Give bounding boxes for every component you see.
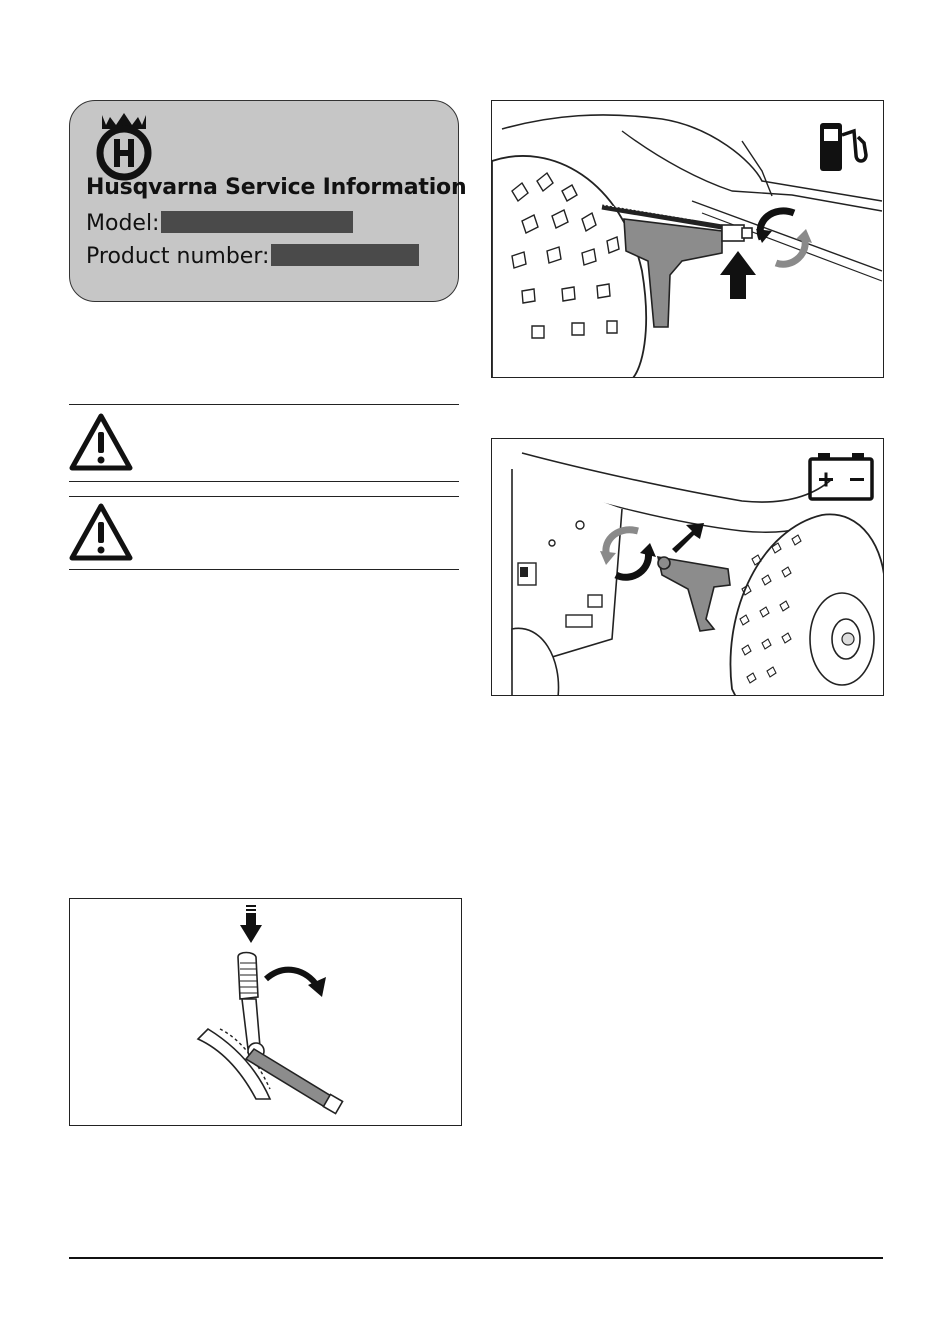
model-redaction [161,211,353,233]
warning-box [69,404,459,482]
service-info-title: Husqvarna Service Information [86,175,467,200]
product-number-redaction [271,244,419,266]
husqvarna-logo-icon [92,111,156,181]
figure-battery-side-adjustment [491,438,884,696]
push-down-arrow-icon [240,905,262,943]
model-label: Model: [86,211,160,236]
warning-triangle-icon [69,413,133,471]
footer-rule [69,1257,883,1259]
model-row [86,211,353,236]
product-number-row [86,244,419,269]
fuel-pump-icon [820,123,866,171]
warning-box [69,496,459,570]
battery-side-illustration [492,439,884,696]
product-number-label: Product number: [86,244,270,269]
warning-triangle-icon [69,503,133,561]
service-information-label [69,100,467,302]
lever-illustration [70,899,462,1126]
battery-icon [810,453,872,499]
figure-lever-adjustment [69,898,462,1126]
fuel-side-illustration [492,101,884,378]
figure-fuel-side-adjustment [491,100,884,378]
